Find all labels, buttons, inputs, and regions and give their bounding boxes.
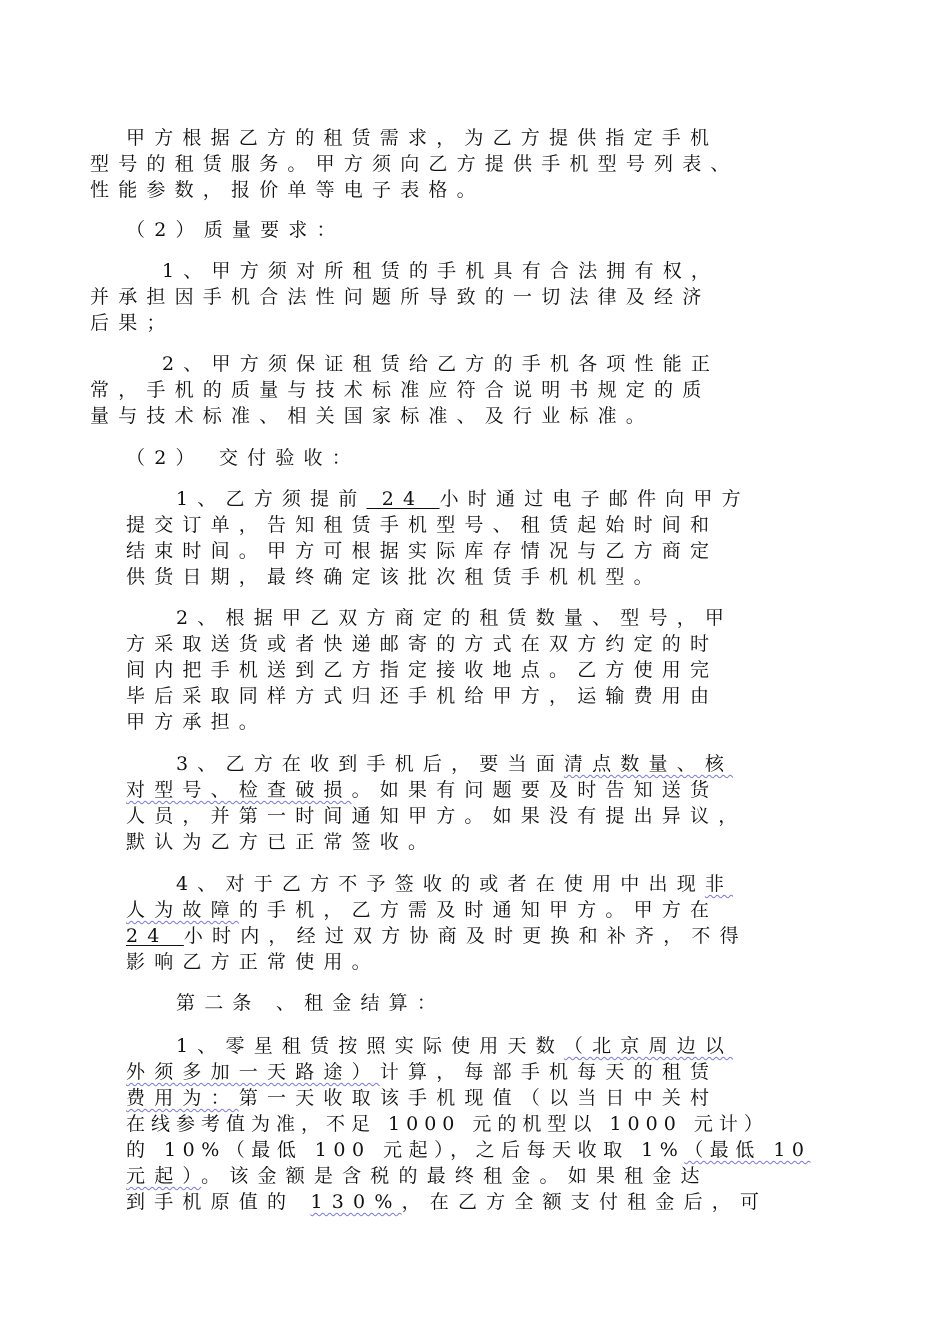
text-segment: 1、零星租赁按照实际使用天数: [176, 1035, 564, 1057]
text-line: 量与技术标准、相关国家标准、及行业标准。: [90, 405, 655, 427]
text-line: [126, 1137, 811, 1163]
marked-text: 130%: [310, 1191, 402, 1213]
text-line: 型号的租赁服务。甲方须向乙方提供手机型号列表、: [90, 153, 739, 175]
text-line: [176, 871, 733, 897]
section-heading-delivery: （2） 交付验收：: [126, 447, 360, 469]
marked-text: 费用为：: [126, 1087, 239, 1109]
text-line: 甲方承担。: [126, 711, 268, 733]
text-line: 后果；: [90, 312, 175, 334]
text-line: [176, 1033, 733, 1059]
text-line: [126, 777, 718, 803]
text-line: 在线参考值为准，不足 1000 元的机型以 1000 元计）: [126, 1113, 769, 1135]
text-line: [126, 1163, 709, 1189]
text-line: 毕后采取同样方式归还手机给甲方，运输费用由: [126, 685, 719, 707]
marked-text: 元起）: [126, 1165, 202, 1187]
text-line: [176, 486, 750, 512]
text-segment: 小时通过电子邮件向甲方: [439, 488, 750, 510]
text-segment: 第一天收取该手机现值（以当日中关村: [238, 1087, 719, 1109]
underlined-hours: 24: [126, 925, 184, 947]
text-line: 甲方根据乙方的租赁需求，为乙方提供指定手机: [126, 127, 719, 149]
marked-text: 外须多加一天路途）: [126, 1061, 380, 1083]
text-line: 常，手机的质量与技术标准应符合说明书规定的质: [90, 379, 711, 401]
text-segment: ，在乙方全额支付租金后，可: [401, 1191, 769, 1213]
text-segment: 小时内，经过双方协商及时更换和补齐，不得: [183, 925, 748, 947]
text-line: 2、甲方须保证租赁给乙方的手机各项性能正: [162, 353, 720, 375]
text-line: 并承担因手机合法性问题所导致的一切法律及经济: [90, 286, 711, 308]
text-line: 默认为乙方已正常签收。: [126, 831, 437, 853]
underlined-hours: 24: [366, 488, 440, 510]
text-segment: 的 10%（最低 100 元起），之后每天收取 1%: [126, 1139, 685, 1161]
text-segment: 。该金额是含税的最终租金。如果租金达: [201, 1165, 709, 1187]
text-line: 1、甲方须对所租赁的手机具有合法拥有权，: [162, 260, 720, 282]
section-heading-rent: 第二条 、租金结算：: [176, 992, 446, 1014]
text-line: 人员，并第一时间通知甲方。如果没有提出异议，: [126, 805, 747, 827]
section-heading-quality: （2）质量要求：: [126, 219, 345, 241]
text-line: 提交订单，告知租赁手机型号、租赁起始时间和: [126, 514, 719, 536]
text-segment: 的手机，乙方需及时通知甲方。甲方在: [238, 899, 719, 921]
text-line: [176, 751, 733, 777]
text-segment: 。如果有问题要及时告知送货: [351, 779, 719, 801]
text-line: 间内把手机送到乙方指定接收地点。乙方使用完: [126, 659, 719, 681]
marked-text: 清点数量、核: [563, 753, 734, 775]
marked-text: （最低 10: [684, 1139, 811, 1161]
text-line: 性能参数，报价单等电子表格。: [90, 179, 485, 201]
marked-text: 人为故障: [126, 899, 239, 921]
marked-text: 对型号、检查破损: [126, 779, 352, 801]
text-segment: 1、乙方须提前: [176, 488, 367, 510]
text-line: [126, 1059, 718, 1085]
text-line: [126, 1085, 718, 1111]
marked-text: （北京周边以: [563, 1035, 734, 1057]
text-line: [126, 1189, 768, 1215]
text-segment: 4、对于乙方不予签收的或者在使用中出现: [176, 873, 705, 895]
text-segment: 计算，每部手机每天的租赁: [379, 1061, 719, 1083]
text-segment: 到手机原值的: [126, 1191, 311, 1213]
text-line: [126, 923, 748, 949]
text-line: 方采取送货或者快递邮寄的方式在双方约定的时: [126, 633, 719, 655]
text-segment: 3、乙方在收到手机后，要当面: [176, 753, 564, 775]
text-line: 2、根据甲乙双方商定的租赁数量、型号，甲: [176, 607, 734, 629]
text-line: [126, 897, 718, 923]
text-line: 影响乙方正常使用。: [126, 951, 380, 973]
marked-text: 非: [704, 873, 734, 895]
text-line: 供货日期，最终确定该批次租赁手机机型。: [126, 566, 662, 588]
text-line: 结束时间。甲方可根据实际库存情况与乙方商定: [126, 540, 719, 562]
